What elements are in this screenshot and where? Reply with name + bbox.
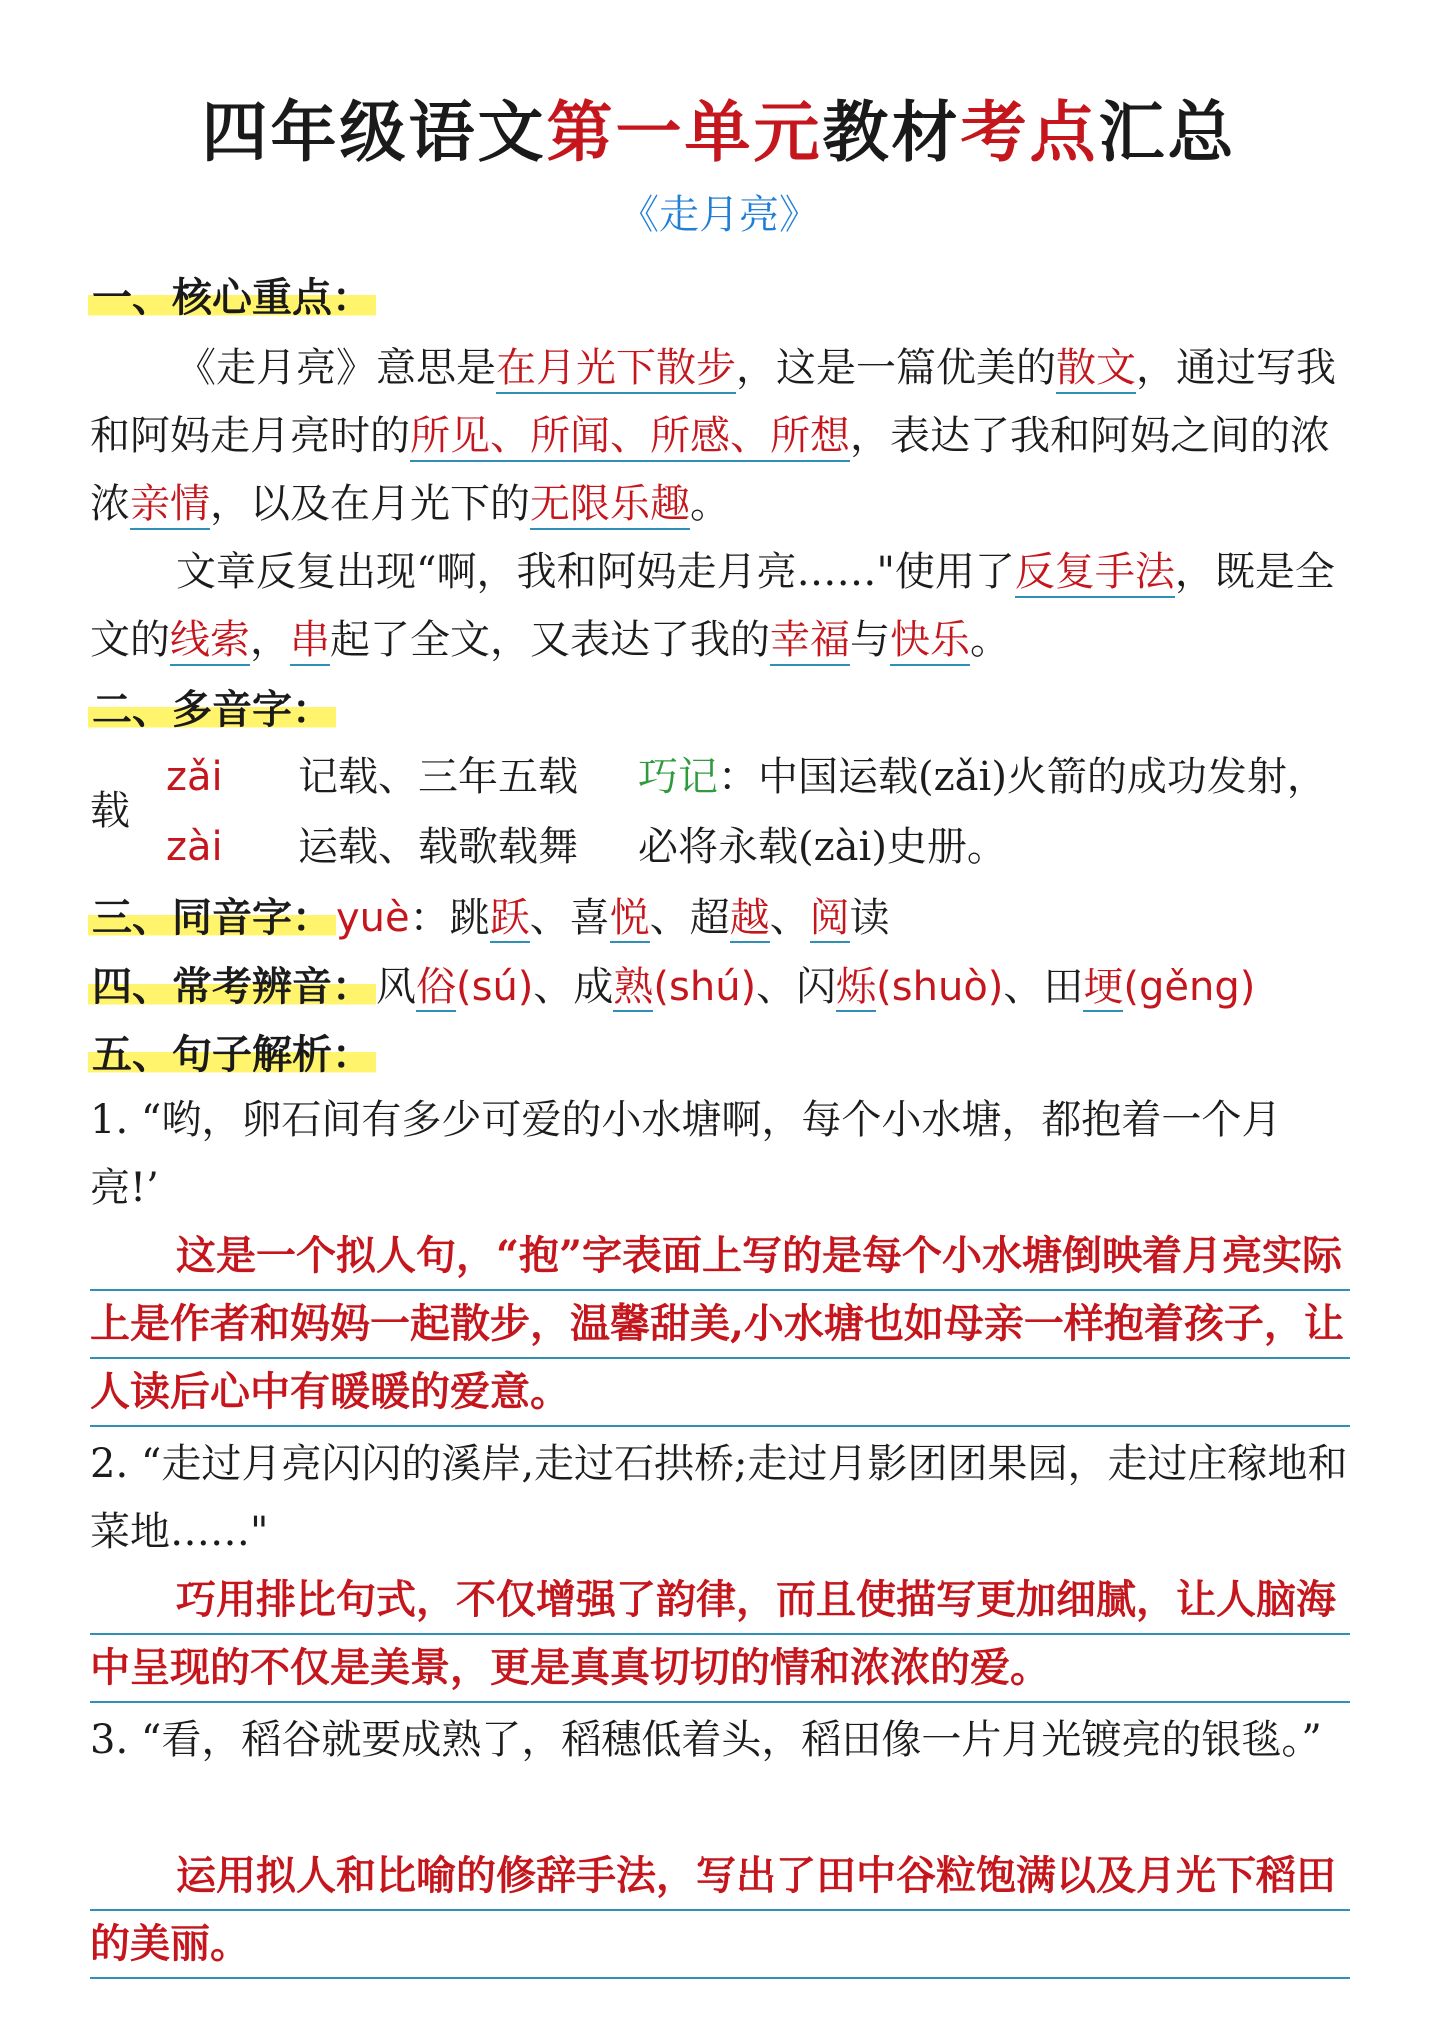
homophone-pinyin: yuè (336, 895, 410, 941)
answer-rule (90, 1633, 1350, 1635)
pronunciation-line (88, 962, 1255, 1012)
title-part-grade: 四年级语文 (201, 93, 547, 171)
polyphone-pinyin-2: zài (166, 824, 223, 870)
section-heading-text: 一、核心重点： (88, 274, 376, 321)
underlined-keyword: 无限乐趣 (530, 481, 690, 530)
tip-text: ：中国运载(zǎi)火箭的成功发射， (718, 754, 1327, 800)
page-title (0, 92, 1438, 172)
key-char: 熟 (613, 964, 654, 1010)
section-heading-text: 二、多音字： (88, 686, 336, 733)
polyphone-char: 载 (90, 788, 130, 834)
text: ，既是全文的 (90, 549, 1335, 663)
separator: 、 (756, 964, 797, 1010)
section-heading-homophone: 三、同音字： (88, 894, 336, 941)
answer-rule (90, 1289, 1350, 1291)
polyphone-words-1: 记载、三年五载 (298, 754, 578, 800)
homophone-char: 阅 (809, 895, 850, 941)
homophone-line (88, 893, 890, 943)
homophone-char: 跃 (489, 895, 530, 941)
answer-rule (90, 1701, 1350, 1703)
section-heading-sentences (88, 1030, 376, 1080)
pinyin: (shuò) (876, 964, 1004, 1010)
section-heading-core (88, 273, 376, 323)
answer-rule (90, 1977, 1350, 1979)
separator: 、 (769, 895, 810, 941)
underlined-keyword: 串 (290, 617, 330, 666)
polyphone-words-2: 运载、载歌载舞 (298, 824, 578, 870)
sentence-analysis-1: 这是一个拟人句，“抱”字表面上写的是每个小水塘倒映着月亮实际上是作者和妈妈一起散步，温馨甜美,小水塘也如母亲一样抱着孩子，让人读后心中有暖暖的爱意。 (90, 1232, 1344, 1415)
text: 跳 (449, 895, 490, 941)
polyphone-tip-1 (638, 752, 1327, 802)
text: ， (250, 617, 290, 663)
underlined-keyword: 散文 (1056, 345, 1136, 394)
text: ，这是一篇优美的 (736, 345, 1056, 391)
sentence-analysis-2: 巧用排比句式，不仅增强了韵律，而且使描写更加细腻，让人脑海中呈现的不仅是美景，更是真真切切的情和浓浓的爱。 (90, 1576, 1336, 1691)
separator: 、 (649, 895, 690, 941)
text: 起了全文，又表达了我的 (330, 617, 770, 663)
polyphone-pinyin-1: zǎi (166, 754, 223, 800)
text: ，表达了我和阿妈之间的浓浓 (90, 413, 1330, 527)
page-subtitle: 《走月亮》 (619, 192, 819, 238)
underlined-keyword: 亲情 (130, 481, 210, 530)
separator: 、 (533, 964, 574, 1010)
text: 风 (376, 964, 416, 1010)
underlined-keyword: 幸福 (770, 617, 850, 666)
sentence-quote-3: 3. “看，稻谷就要成熟了，稻穗低着头，稻田像一片月光镀亮的银毯。” (90, 1717, 1322, 1763)
title-part-summary: 汇总 (1098, 93, 1237, 171)
title-part-unit: 第一单元 (546, 93, 823, 171)
key-char: 烁 (836, 964, 877, 1010)
text: ，通过写我和阿妈走月亮时的 (90, 345, 1336, 459)
sentence-analysis-3: 运用拟人和比喻的修辞手法，写出了田中谷粒饱满以及月光下稻田的美丽。 (90, 1852, 1336, 1967)
colon: ： (409, 895, 450, 941)
text: 。 (970, 617, 1010, 663)
text: 成 (573, 964, 614, 1010)
answer-rule (90, 1357, 1350, 1359)
text: ，以及在月光下的 (210, 481, 530, 527)
underlined-keyword: 反复手法 (1015, 549, 1175, 598)
text: 超 (689, 895, 730, 941)
separator: 、 (1003, 964, 1044, 1010)
text: 。 (690, 481, 730, 527)
text: 文章反复出现“啊，我和阿妈走月亮……"使用了 (176, 549, 1015, 595)
section-heading-text: 五、句子解析： (88, 1031, 376, 1078)
text: 读 (849, 895, 890, 941)
answer-rule (90, 1909, 1350, 1911)
key-char: 俗 (416, 964, 456, 1010)
text: 闪 (796, 964, 837, 1010)
answer-rule (90, 1425, 1350, 1427)
pinyin: (gěng) (1123, 964, 1256, 1010)
polyphone-tip-2: 必将永载(zài)史册。 (638, 824, 1007, 870)
core-paragraph-2 (90, 538, 1350, 674)
homophone-char: 越 (729, 895, 770, 941)
separator: 、 (529, 895, 570, 941)
underlined-keyword: 线索 (170, 617, 250, 666)
underlined-keyword: 所见、所闻、所感、所想 (410, 413, 850, 462)
title-part-textbook: 教材 (822, 93, 961, 171)
sentence-quote-2: 2. “走过月亮闪闪的溪岸,走过石拱桥;走过月影团团果园，走过庄稼地和菜地……" (90, 1441, 1348, 1555)
section-heading-pronunciation: 四、常考辨音： (88, 963, 376, 1010)
homophone-char: 悦 (609, 895, 650, 941)
section-heading-polyphone (88, 685, 336, 735)
core-paragraph-1 (90, 334, 1350, 538)
pinyin: (shú) (653, 964, 757, 1010)
text: 喜 (569, 895, 610, 941)
title-part-keypoints: 考点 (960, 93, 1099, 171)
underlined-keyword: 在月光下散步 (496, 345, 736, 394)
section1-paragraphs (90, 334, 1350, 674)
pinyin: (sú) (456, 964, 534, 1010)
text: 《走月亮》意思是 (176, 345, 496, 391)
sentence-quote-1: 1. “哟，卵石间有多少可爱的小水塘啊，每个小水塘，都抱着一个月亮!’ (90, 1097, 1282, 1211)
tip-label: 巧记 (638, 754, 718, 800)
underlined-keyword: 快乐 (890, 617, 970, 666)
text: 与 (850, 617, 890, 663)
text: 田 (1043, 964, 1084, 1010)
key-char: 埂 (1083, 964, 1124, 1010)
